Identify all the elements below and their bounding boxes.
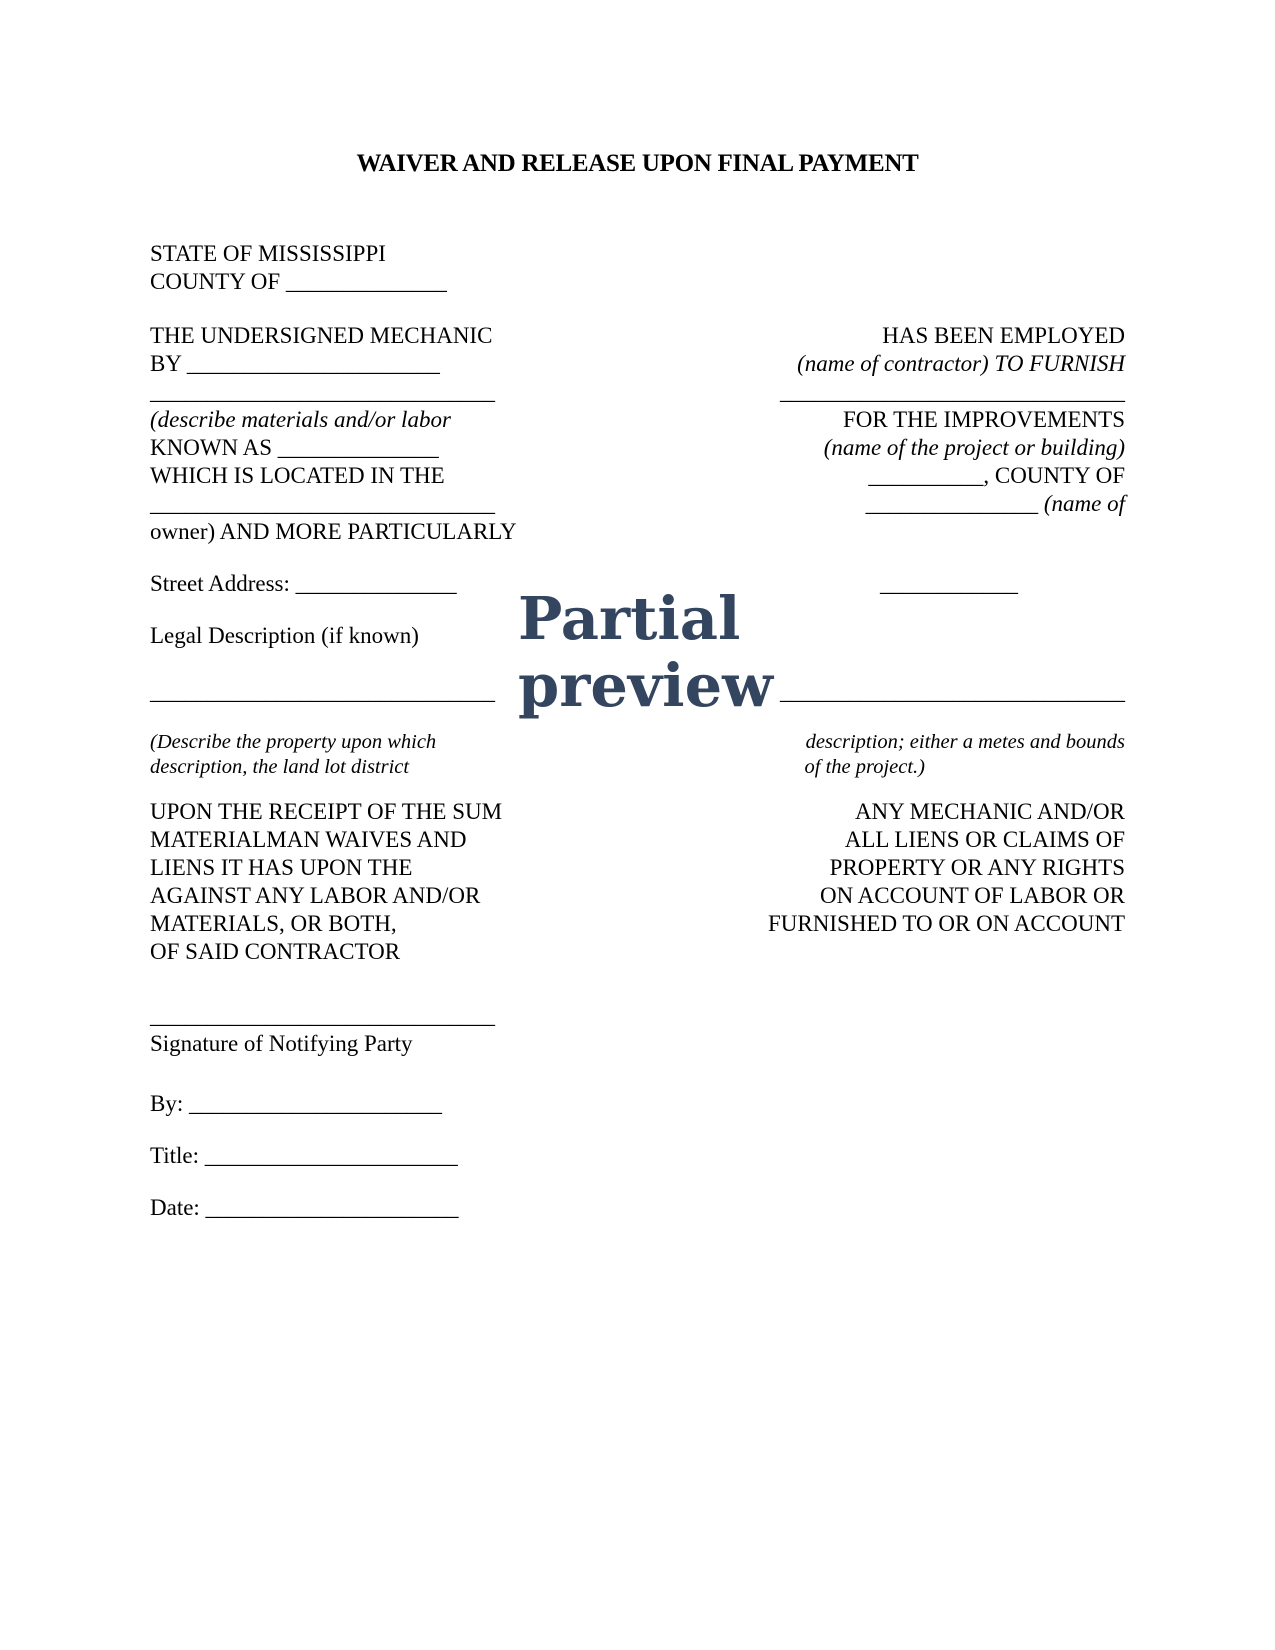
text-line: UPON THE RECEIPT OF THE SUM [150,799,503,824]
text-line: ON ACCOUNT OF LABOR OR [819,883,1125,908]
legal-description-label: Legal Description (if known) [150,623,419,648]
partial-preview-watermark [518,585,773,719]
text-line: HAS BEEN EMPLOYED [882,323,1125,348]
text-line: PROPERTY OR ANY RIGHTS [829,855,1125,880]
text-line: owner) AND MORE PARTICULARLY [150,519,517,544]
text-line: MATERIALMAN WAIVES AND [150,827,467,852]
text-line: ______________________________ [150,379,495,404]
watermark-line: Partial [518,584,741,653]
text-line: _______________ (name of [865,491,1125,516]
text-line: FURNISHED TO OR ON ACCOUNT [768,911,1125,936]
blank-line: ______________________________ [150,679,495,704]
blank-line: ______________________________ [780,679,1125,704]
text-line: ______________________________ [780,379,1125,404]
text-line: __________, COUNTY OF [868,463,1125,488]
signature-label: Signature of Notifying Party [150,1031,413,1056]
document-title: WAIVER AND RELEASE UPON FINAL PAYMENT [356,150,919,177]
text-line: BY ______________________ [150,351,440,376]
text-line: (name of contractor) TO FURNISH [797,351,1125,376]
text-line: KNOWN AS ______________ [150,435,439,460]
text-line: description, the land lot district [150,756,410,778]
text-line: THE UNDERSIGNED MECHANIC [150,323,493,348]
document-body-left [150,240,517,1240]
watermark-line: preview [518,651,773,720]
text-line: (name of the project or building) [823,435,1125,460]
text-line: ______________________________ [150,491,495,516]
text-line: ANY MECHANIC AND/OR [854,799,1125,824]
by-field: By: ______________________ [150,1091,442,1116]
text-line: (Describe the property upon which [150,731,437,753]
text-line: AGAINST ANY LABOR AND/OR [150,883,481,908]
text-line: LIENS IT HAS UPON THE [150,855,413,880]
text-line: OF SAID CONTRACTOR [150,939,401,964]
text-line: ALL LIENS OR CLAIMS OF [844,827,1125,852]
text-line-fragment: of the project.) [804,756,925,778]
title-field: Title: ______________________ [150,1143,458,1168]
text-line: STATE OF MISSISSIPPI [150,241,386,266]
text-line: WHICH IS LOCATED IN THE [150,463,445,488]
document-body-right [768,240,1125,1000]
text-line: description; either a metes and bounds [805,731,1125,753]
text-line: COUNTY OF ______________ [150,269,447,294]
signature-line: ______________________________ [150,1003,495,1028]
date-field: Date: ______________________ [150,1195,459,1220]
text-line: FOR THE IMPROVEMENTS [843,407,1125,432]
text-line: MATERIALS, OR BOTH, [150,911,397,936]
text-line: (describe materials and/or labor [150,407,451,432]
street-address-label: Street Address: ______________ [150,571,457,596]
street-address-blank: ____________ [880,571,1018,596]
